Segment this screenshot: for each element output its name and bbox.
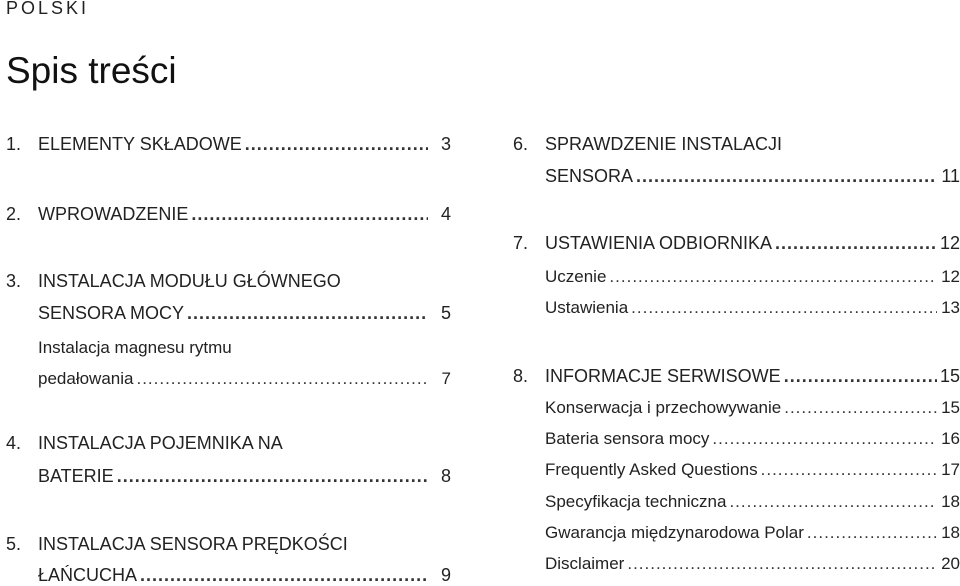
dot-leader: [140, 566, 428, 586]
toc-subentry-ustawienia[interactable]: [513, 290, 960, 318]
toc-page-number: 3: [440, 134, 451, 154]
dot-leader: [761, 461, 937, 480]
toc-entry-2[interactable]: [6, 197, 451, 225]
toc-page-number: 15: [939, 366, 960, 386]
toc-title: USTAWIENIA ODBIORNIKA: [545, 233, 773, 253]
toc-number: 8.: [513, 366, 529, 386]
toc-entry-8[interactable]: [513, 359, 960, 387]
toc-entry-6-line2[interactable]: [513, 159, 960, 187]
toc-entry-5-line2[interactable]: [6, 558, 451, 586]
dot-leader: [117, 467, 428, 487]
toc-subentry-gwarancja[interactable]: [513, 515, 960, 543]
toc-page-number: 12: [939, 233, 960, 253]
toc-number: 2.: [6, 204, 22, 224]
toc-subtitle: Instalacja magnesu rytmu: [38, 338, 232, 357]
toc-entry-4-line1[interactable]: [6, 426, 451, 454]
toc-title: WPROWADZENIE: [38, 204, 189, 224]
toc-subtitle: Gwarancja międzynarodowa Polar: [545, 523, 804, 542]
toc-title-continued: SENSORA MOCY: [38, 303, 185, 323]
toc-title: SPRAWDZENIE INSTALACJI: [545, 134, 783, 154]
toc-subentry-konserwacja[interactable]: [513, 390, 960, 418]
toc-subentry-specyfikacja[interactable]: [513, 484, 960, 512]
dot-leader: [627, 555, 937, 574]
dot-leader: [775, 234, 937, 254]
toc-page-number: 12: [941, 267, 960, 286]
dot-leader: [729, 493, 937, 512]
toc-subtitle: Ustawienia: [545, 298, 629, 317]
toc-subtitle: Uczenie: [545, 267, 607, 286]
toc-number: 5.: [6, 534, 22, 554]
toc-page-number: 9: [440, 565, 451, 585]
toc-number: 6.: [513, 134, 529, 154]
dot-leader: [636, 167, 937, 187]
dot-leader: [609, 268, 937, 287]
toc-page-number: 13: [941, 298, 960, 317]
toc-page-number: 5: [440, 303, 451, 323]
toc-page-number: 16: [941, 429, 960, 448]
toc-subentry-uczenie[interactable]: [513, 259, 960, 287]
toc-title-continued: SENSORA: [545, 166, 634, 186]
toc-page-number: 15: [941, 398, 960, 417]
toc-subtitle: Frequently Asked Questions: [545, 460, 758, 479]
dot-leader: [807, 524, 937, 543]
page-title: Spis treści: [6, 50, 177, 91]
toc-entry-3-line2[interactable]: [6, 296, 451, 324]
toc-subtitle: Specyfikacja techniczna: [545, 492, 727, 511]
toc-page-number: 17: [941, 460, 960, 479]
toc-subentry-bateria[interactable]: [513, 421, 960, 449]
language-label: POLSKI: [6, 0, 90, 18]
toc-entry-1[interactable]: [6, 127, 451, 155]
toc-page-number: 4: [440, 204, 451, 224]
toc-page-number: 8: [440, 466, 451, 486]
toc-title: INSTALACJA SENSORA PRĘDKOŚCI: [38, 534, 348, 554]
toc-entry-7[interactable]: [513, 226, 960, 254]
dot-leader: [187, 304, 428, 324]
toc-subentry-magnet-line2[interactable]: [6, 361, 451, 389]
toc-subentry-disclaimer[interactable]: [513, 546, 960, 574]
toc-subtitle-continued: pedałowania: [38, 369, 134, 388]
toc-subentry-faq[interactable]: [513, 452, 960, 480]
toc-page-number: 18: [941, 523, 960, 542]
toc-subtitle: Konserwacja i przechowywanie: [545, 398, 782, 417]
toc-entry-6-line1[interactable]: [513, 127, 960, 155]
toc-title: INSTALACJA POJEMNIKA NA: [38, 433, 283, 453]
toc-number: 3.: [6, 271, 22, 291]
dot-leader: [136, 370, 428, 389]
dot-leader: [784, 399, 937, 418]
toc-entry-4-line2[interactable]: [6, 459, 451, 487]
dot-leader: [712, 430, 937, 449]
toc-entry-5-line1[interactable]: [6, 527, 451, 555]
toc-title: INSTALACJA MODUŁU GŁÓWNEGO: [38, 271, 341, 291]
toc-number: 7.: [513, 233, 529, 253]
toc-page-number: 20: [941, 554, 960, 573]
toc-title-continued: ŁAŃCUCHA: [38, 565, 138, 585]
toc-subtitle: Bateria sensora mocy: [545, 429, 710, 448]
toc-number: 1.: [6, 134, 22, 154]
toc-title-continued: BATERIE: [38, 466, 114, 486]
toc-page-number: 18: [941, 492, 960, 511]
toc-page-number: 11: [941, 166, 960, 186]
toc-page-number: 7: [441, 369, 451, 388]
toc-title: INFORMACJE SERWISOWE: [545, 366, 781, 386]
toc-subtitle: Disclaimer: [545, 554, 625, 573]
dot-leader: [191, 205, 428, 225]
toc-entry-3-line1[interactable]: [6, 264, 451, 292]
toc-title: ELEMENTY SKŁADOWE: [38, 134, 242, 154]
dot-leader: [631, 299, 937, 318]
dot-leader: [245, 135, 428, 155]
dot-leader: [784, 367, 937, 387]
toc-subentry-magnet-line1[interactable]: [6, 330, 451, 358]
toc-number: 4.: [6, 433, 22, 453]
